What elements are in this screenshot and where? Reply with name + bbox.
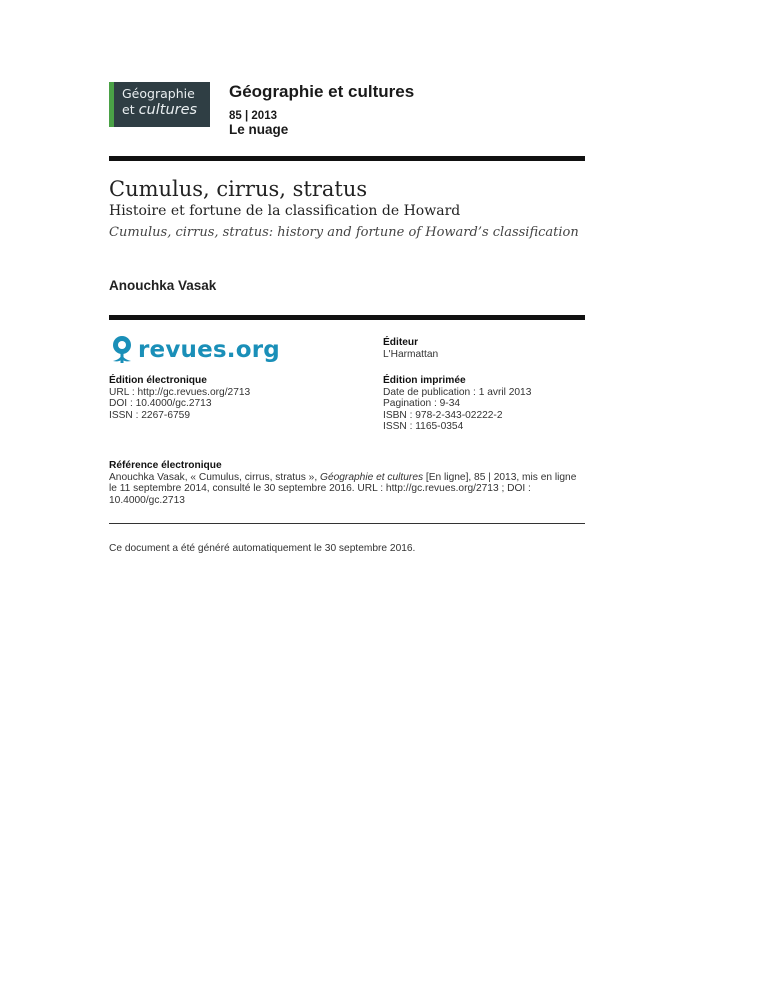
edition-imprimee-date: Date de publication : 1 avril 2013	[383, 386, 532, 398]
reference-journal-name: Géographie et cultures	[320, 471, 424, 483]
journal-title: Géographie et cultures	[229, 82, 415, 101]
edition-imprimee-isbn: ISBN : 978-2-343-02222-2	[383, 409, 503, 421]
journal-logo-line1: Géographie	[122, 86, 195, 101]
revues-wordmark: revues.org	[138, 337, 280, 363]
editeur-name: L'Harmattan	[383, 348, 439, 360]
edition-imprimee-heading: Édition imprimée	[383, 375, 466, 386]
article-english-title: Cumulus, cirrus, stratus: history and fortune of Howard’s classification	[109, 225, 579, 240]
edition-imprimee-issn: ISSN : 1165-0354	[383, 421, 464, 433]
edition-electronique-doi[interactable]: DOI : 10.4000/gc.2713	[109, 398, 212, 410]
edition-electronique-issn: ISSN : 2267-6759	[109, 409, 190, 421]
editeur-block	[383, 337, 438, 360]
issue-number: 85 | 2013	[229, 110, 277, 122]
journal-logo-line2	[122, 102, 210, 118]
journal-logo-italic: cultures	[138, 102, 198, 118]
reference-text-part2: [En ligne], 85 | 2013, mis en ligne le 11 septembre 2014, consulté le 30 septembre 2016. URL : http://gc.revues.org/2713 ; DOI : 10.4000/gc.2713	[109, 471, 577, 506]
generated-note: Ce document a été généré automatiquement le 30 septembre 2016.	[109, 543, 416, 554]
reference-heading: Référence électronique	[109, 460, 222, 471]
header-divider	[109, 156, 585, 161]
article-title: Cumulus, cirrus, stratus	[109, 177, 368, 201]
edition-imprimee-pagination: Pagination : 9-34	[383, 398, 461, 410]
journal-logo-prefix: et	[122, 102, 135, 117]
journal-logo	[109, 82, 210, 127]
edition-electronique-heading: Édition électronique	[109, 375, 207, 386]
edition-electronique-url[interactable]: URL : http://gc.revues.org/2713	[109, 386, 251, 398]
reference-electronique	[109, 460, 585, 506]
revues-logo[interactable]	[109, 334, 280, 366]
revues-flower-icon	[109, 335, 135, 365]
reference-text-part1: Anouchka Vasak, « Cumulus, cirrus, stratus »,	[109, 471, 321, 483]
editeur-heading: Éditeur	[383, 337, 419, 348]
article-author: Anouchka Vasak	[109, 278, 217, 293]
edition-imprimee-block	[383, 375, 531, 433]
article-subtitle: Histoire et fortune de la classification de Howard	[109, 203, 461, 219]
edition-electronique-block	[109, 375, 250, 421]
metadata-divider	[109, 315, 585, 320]
footer-divider	[109, 523, 585, 524]
issue-theme: Le nuage	[229, 122, 289, 137]
